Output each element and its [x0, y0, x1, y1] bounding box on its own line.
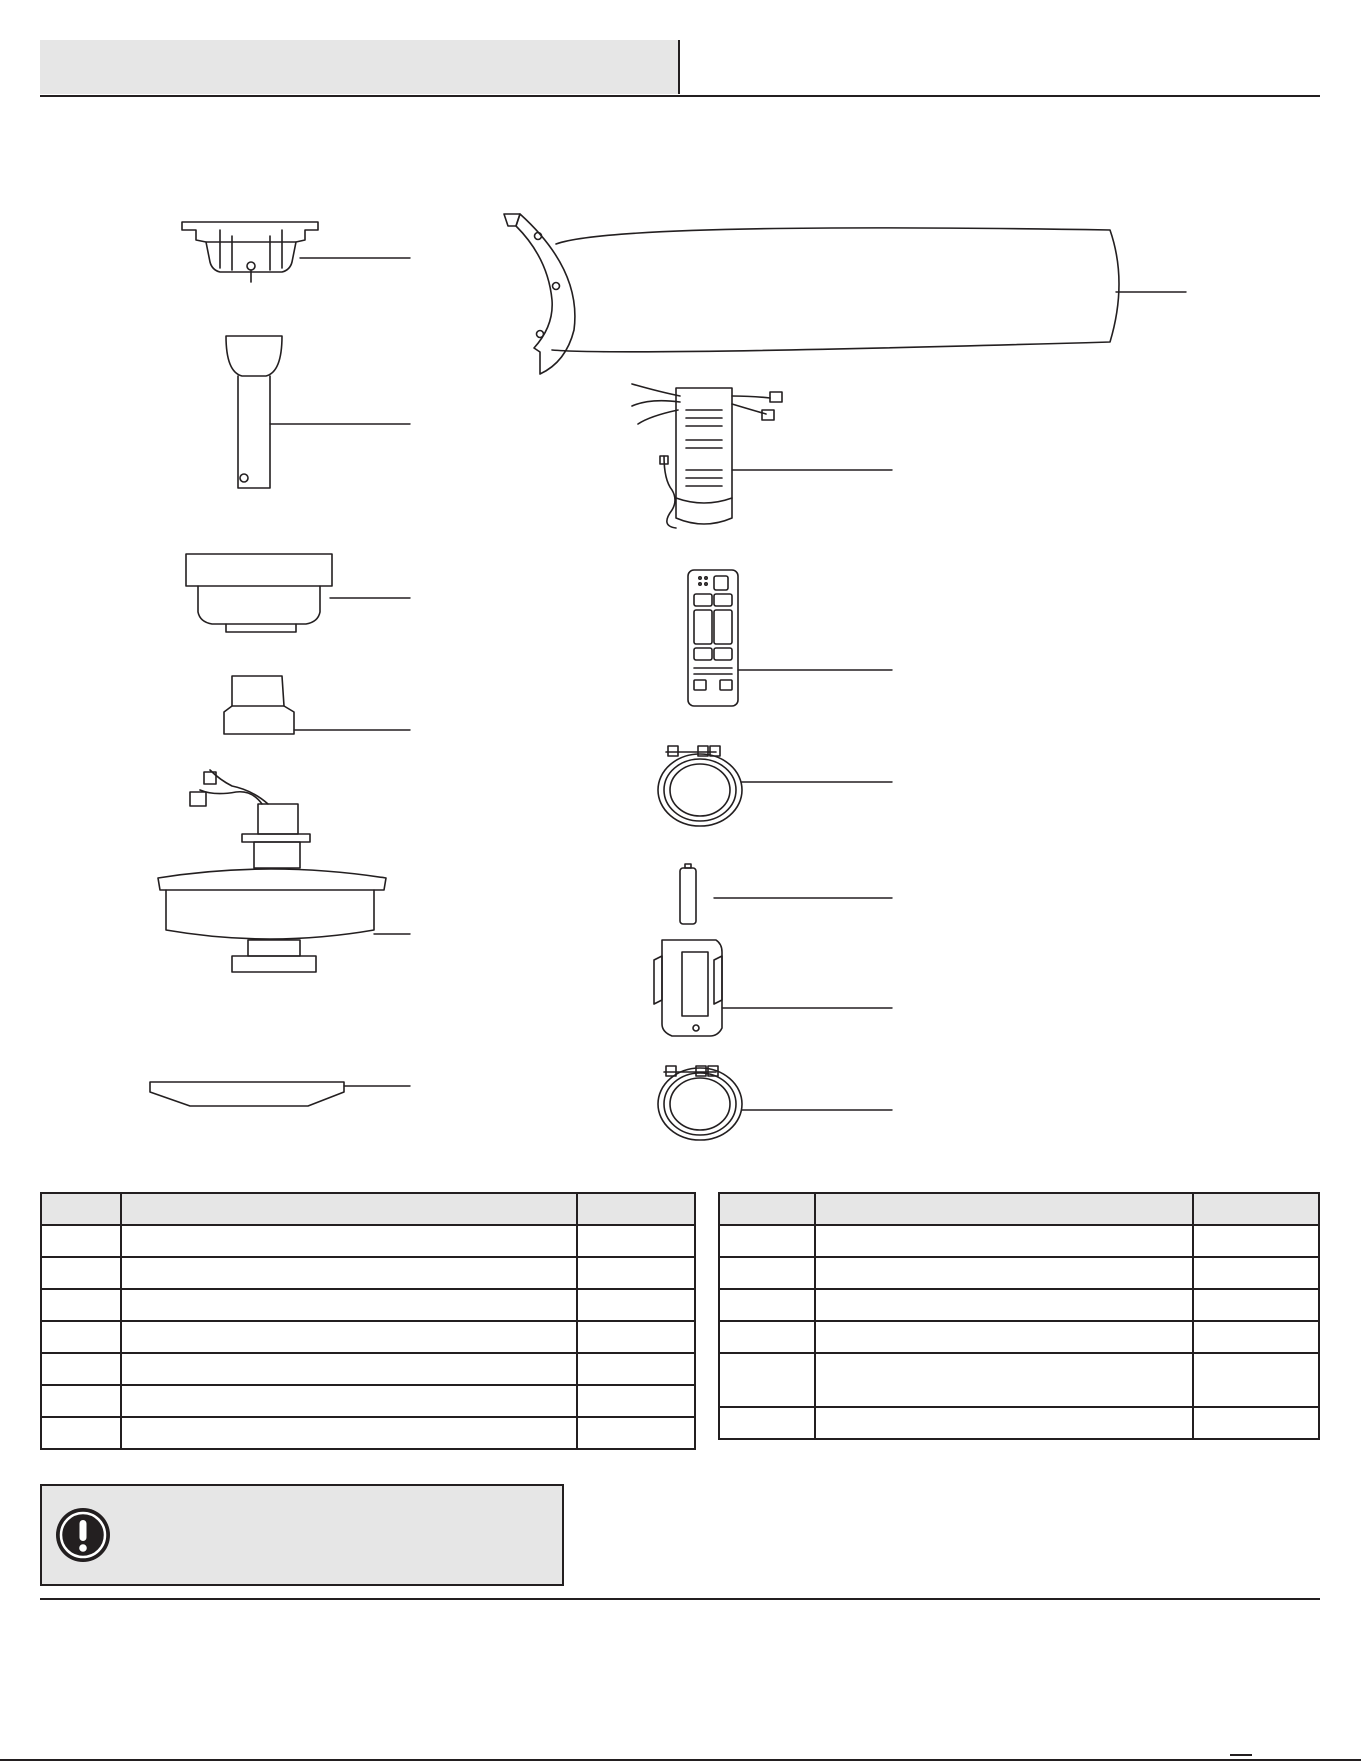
table-row — [719, 1289, 1319, 1321]
cell-quantity — [1193, 1321, 1319, 1353]
table-row — [719, 1257, 1319, 1289]
header-description — [121, 1193, 578, 1225]
cell-part — [41, 1257, 121, 1289]
table-row — [719, 1225, 1319, 1257]
table-row — [41, 1417, 695, 1449]
table-row — [41, 1321, 695, 1353]
table-row — [719, 1353, 1319, 1407]
exclamation-circle-icon — [54, 1506, 112, 1564]
cell-description — [121, 1257, 578, 1289]
cell-quantity — [1193, 1407, 1319, 1439]
parts-table-left — [40, 1192, 696, 1450]
downrod-drawing — [226, 336, 410, 488]
wall-bracket-drawing — [654, 940, 892, 1036]
cell-part — [719, 1321, 815, 1353]
wire-coil-1-drawing — [658, 746, 892, 826]
parts-table-right — [718, 1192, 1320, 1440]
cell-part — [41, 1225, 121, 1257]
cell-part — [41, 1417, 121, 1449]
cell-quantity — [577, 1385, 695, 1417]
cell-quantity — [577, 1417, 695, 1449]
cell-quantity — [577, 1321, 695, 1353]
cell-part — [719, 1407, 815, 1439]
battery-drawing — [680, 864, 892, 924]
header-part — [41, 1193, 121, 1225]
mounting-bracket-drawing — [182, 222, 410, 282]
cell-quantity — [577, 1289, 695, 1321]
cell-description — [121, 1289, 578, 1321]
cell-description — [121, 1321, 578, 1353]
table-row — [719, 1407, 1319, 1439]
cell-quantity — [577, 1257, 695, 1289]
table-row — [719, 1321, 1319, 1353]
table-row — [41, 1385, 695, 1417]
cell-quantity — [1193, 1225, 1319, 1257]
cell-part — [719, 1225, 815, 1257]
cell-part — [41, 1385, 121, 1417]
cell-description — [815, 1257, 1194, 1289]
cell-description — [815, 1353, 1194, 1407]
cell-description — [121, 1385, 578, 1417]
receiver-drawing — [632, 384, 892, 528]
cell-description — [121, 1353, 578, 1385]
header-quantity — [1193, 1193, 1319, 1225]
coupling-cover-drawing — [224, 676, 410, 734]
fan-blade-drawing — [504, 214, 1186, 374]
wire-coil-2-drawing — [658, 1066, 892, 1140]
motor-assembly-drawing — [158, 770, 410, 972]
table-header-row — [41, 1193, 695, 1225]
cell-part — [41, 1289, 121, 1321]
cell-description — [815, 1289, 1194, 1321]
table-row — [41, 1257, 695, 1289]
cell-part — [719, 1289, 815, 1321]
cell-part — [719, 1257, 815, 1289]
header-description — [815, 1193, 1194, 1225]
cell-quantity — [1193, 1257, 1319, 1289]
cell-part — [41, 1321, 121, 1353]
cell-quantity — [1193, 1289, 1319, 1321]
cell-description — [121, 1417, 578, 1449]
header-part — [719, 1193, 815, 1225]
cell-description — [815, 1225, 1194, 1257]
light-cover-drawing — [150, 1082, 410, 1106]
remote-control-drawing — [688, 570, 892, 706]
cell-quantity — [1193, 1353, 1319, 1407]
table-row — [41, 1353, 695, 1385]
table-header-row — [719, 1193, 1319, 1225]
cell-description — [121, 1225, 578, 1257]
cell-description — [815, 1321, 1194, 1353]
cell-description — [815, 1407, 1194, 1439]
cell-part — [41, 1353, 121, 1385]
canopy-drawing — [186, 554, 410, 632]
important-note-box — [40, 1484, 564, 1586]
cell-quantity — [577, 1353, 695, 1385]
table-row — [41, 1289, 695, 1321]
header-quantity — [577, 1193, 695, 1225]
cell-part — [719, 1353, 815, 1407]
cell-quantity — [577, 1225, 695, 1257]
page-bottom-tick — [1230, 1754, 1252, 1756]
table-row — [41, 1225, 695, 1257]
footer-rule — [40, 1598, 1320, 1600]
